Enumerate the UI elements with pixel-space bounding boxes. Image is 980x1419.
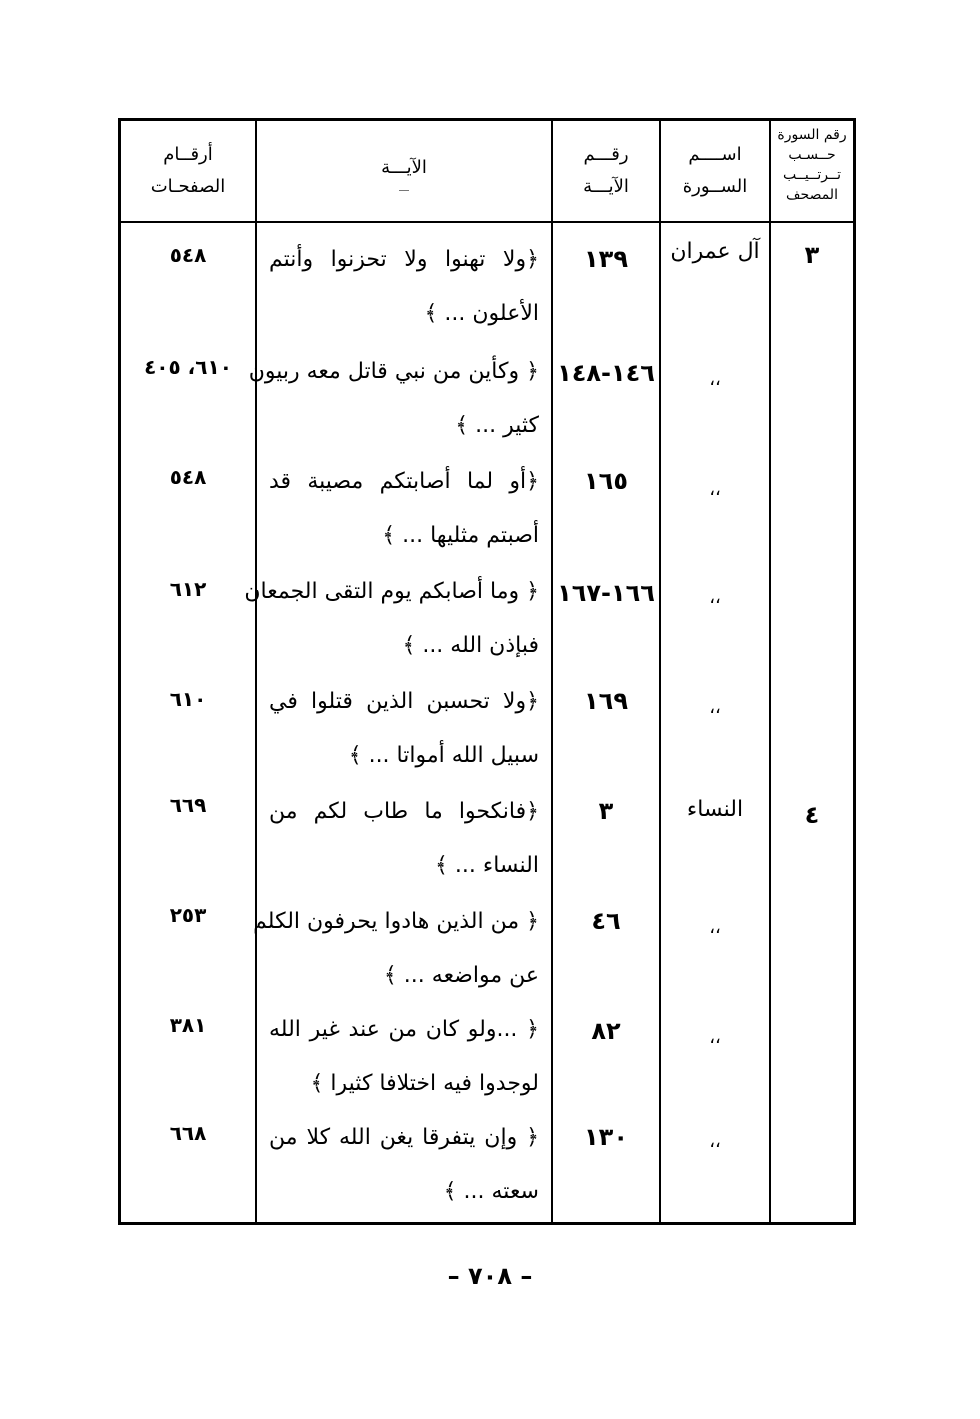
pages-cell: ٦٦٩: [169, 793, 207, 817]
ayah-number-cell: ٣: [598, 797, 614, 825]
pages-header: [121, 121, 255, 223]
header-mark: [399, 190, 409, 191]
ayah-number-cell: ٨٢: [591, 1017, 621, 1045]
surah-order-cell: ٤: [804, 801, 820, 829]
pages-cell: ٥٤٨: [169, 243, 207, 267]
ayah-number-cell: ١٣٩: [584, 245, 628, 273]
ayah-text-line: ﴿أو لما أصابتكم مصيبة قد: [269, 469, 539, 494]
ayah-text-cell: [257, 1003, 551, 1111]
pages-header-line-2: الصفحـات: [150, 176, 226, 197]
ayah-text-line: ﴿ من الذين هادوا يحرفون الكلم: [253, 909, 539, 934]
pages-column: [121, 121, 255, 1222]
ayah-text-line: عن مواضعه ... ﴾: [383, 963, 539, 988]
ayah-number-cell: ١٦٩: [584, 687, 628, 715]
ayah-text-cell: [257, 785, 551, 893]
index-table: [118, 118, 856, 1225]
ditto-mark: ،،: [709, 917, 721, 938]
ayah-text-line: ﴿ وكأين من نبي قاتل معه ربيون: [248, 359, 539, 384]
ayah-number-cell: ١٦٦-١٦٧: [557, 579, 655, 607]
surah-order-cell: ٣: [804, 241, 820, 269]
ayah-text-column: [244, 121, 551, 1222]
ayah-text-cell: [253, 895, 551, 1003]
ayah-text-line: أصبتم مثليها ... ﴾: [382, 523, 539, 548]
ayah-text-line: ﴿ وما أصابكم يوم التقى الجمعان: [244, 579, 539, 604]
surah-order-header-line-2: حــسـب: [788, 147, 836, 163]
ayah-text-cell: [257, 675, 551, 783]
ayah-text-line: ﴿ وإن يتفرقا يغن الله كلا من: [269, 1125, 539, 1150]
pages-cell: ٢٥٣: [169, 903, 207, 927]
ayah-text-line: سبيل الله أمواتا ... ﴾: [348, 743, 539, 768]
ayah-text-cell: [257, 233, 551, 341]
ayah-text-line: فبإذن الله ... ﴾: [402, 633, 539, 658]
ditto-mark: ،،: [709, 587, 721, 608]
page-number: – ٧٠٨ –: [447, 1262, 533, 1290]
surah-name-cell: النساء: [686, 797, 744, 822]
surah-name-column: [659, 121, 769, 1222]
ayah-text-line: لوجدوا فيه اختلافا كثيرا ﴾: [310, 1071, 539, 1096]
pages-cell: ٦١٠: [169, 687, 207, 711]
pages-header-line-1: أرقــام: [163, 144, 213, 165]
surah-order-header-line-3: تــرتــيــب: [782, 167, 842, 183]
ayah-text-cell: [244, 565, 551, 673]
ayah-text-line: ﴿فانكحوا ما طاب لكم من: [269, 799, 539, 824]
surah-order-header-line-1: رقم السورة: [777, 127, 847, 143]
pages-cell: ٦١٢: [169, 577, 207, 601]
surah-order-header-line-4: المصحف: [786, 187, 838, 203]
ayah-number-cell: ١٣٠: [584, 1123, 628, 1151]
ayah-number-cell: ١٤٦-١٤٨: [557, 359, 655, 387]
surah-name-header: [661, 121, 769, 223]
ayah-number-header-line-1: رقـــم: [583, 144, 629, 165]
pages-cell: ٦١٠، ٤٠٥: [144, 355, 232, 379]
pages-cell: ٣٨١: [169, 1013, 207, 1037]
ayah-text-header: [257, 121, 551, 223]
ayah-number-cell: ٤٦: [591, 907, 621, 935]
ditto-mark: ،،: [709, 697, 721, 718]
ayah-number-header-line-2: الآيـــة: [583, 176, 629, 197]
ditto-mark: ،،: [709, 369, 721, 390]
ayah-text-cell: [248, 345, 551, 453]
ayah-number-column: [551, 121, 659, 1222]
surah-name-header-line-2: الســورة: [682, 176, 748, 197]
surah-order-header: [771, 121, 853, 223]
ayah-number-header: [553, 121, 659, 223]
surah-order-column: [769, 121, 853, 1222]
ayah-text-line: كثير ... ﴾: [455, 413, 539, 438]
pages-cell: ٥٤٨: [169, 465, 207, 489]
ayah-text-header-label: الآيـــة: [381, 156, 427, 178]
ayah-text-cell: [257, 1111, 551, 1219]
ayah-text-line: ﴿ ...ولو كان من عند غير الله: [269, 1017, 539, 1042]
pages-cell: ٦٦٨: [169, 1121, 207, 1145]
ditto-mark: ،،: [709, 1131, 721, 1152]
surah-name-header-line-1: اســــم: [688, 144, 742, 165]
ayah-text-line: الأعلون ... ﴾: [424, 301, 539, 326]
ditto-mark: ،،: [709, 1027, 721, 1048]
ayah-text-cell: [257, 455, 551, 563]
ayah-text-line: سعته ... ﴾: [443, 1179, 539, 1204]
ayah-number-cell: ١٦٥: [584, 467, 628, 495]
ayah-text-line: ﴿ولا تهنوا ولا تحزنوا وأنتم: [269, 247, 539, 272]
surah-name-cell: آل عمران: [670, 239, 760, 264]
ayah-text-line: ﴿ولا تحسبن الذين قتلوا في: [269, 689, 539, 714]
ayah-text-line: النساء ... ﴾: [435, 853, 539, 878]
ditto-mark: ،،: [709, 479, 721, 500]
